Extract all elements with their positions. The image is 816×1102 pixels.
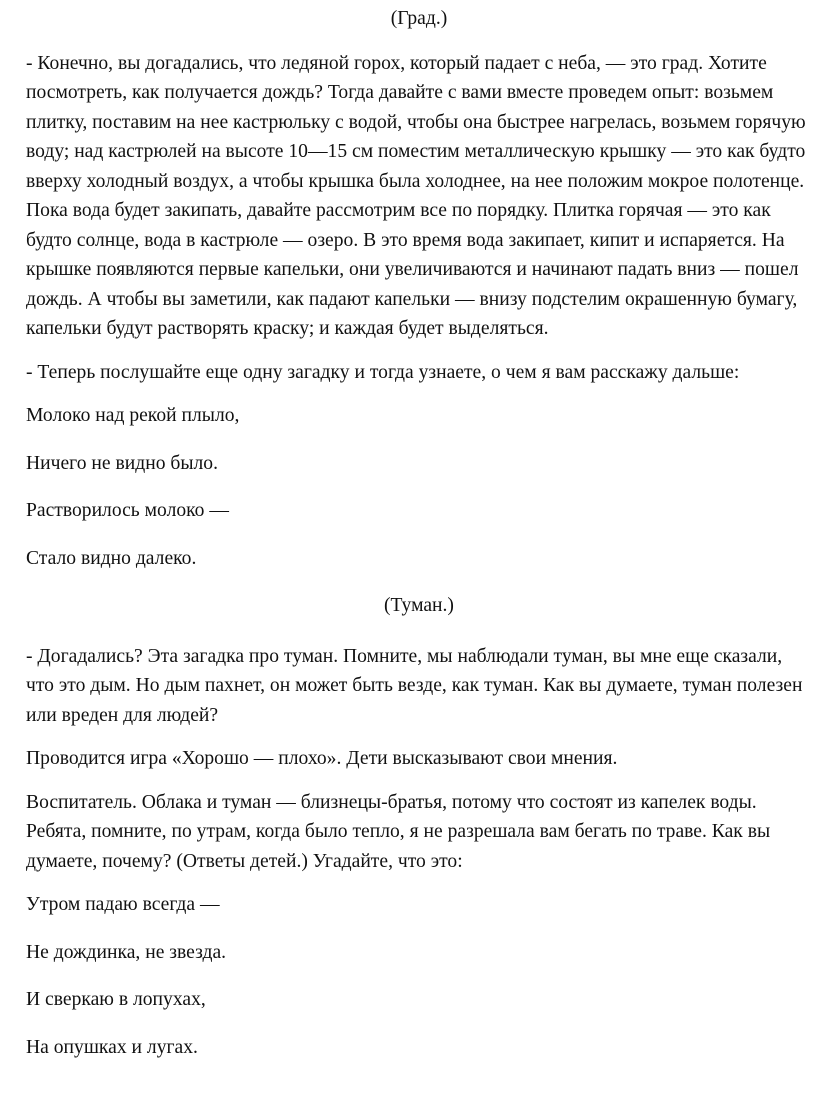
riddle-fog-line-2: Ничего не видно было. <box>26 452 219 474</box>
answer-hail: (Град.) <box>390 8 448 29</box>
riddle-dew-line-3: И сверкаю в лопухах, <box>26 989 206 1010</box>
paragraph-hail: - Конечно, вы догадались, что ледяной горох, который падает с неба, — это град. Хотите посмотреть, как получается дождь? Тогда давайте с вами вместе проведем опыт: возьмем плитку, поставим на нее кастрюльку с водой, чтобы она быстрее нагрелась, возьмем горячую воду; над кастрюлей на высоте 10—15 см поместим металлическую крышку — это как будто вверху холодный воздух, а чтобы крышка была холоднее, на нее положим мокрое полотенце. Пока вода будет закипать, давайте рассмотрим все по порядку. Плитка горячая — это как будто солнце, вода в кастрюле — озеро. В это время вода закипает, кипит и испаряется. На крышке появляются первые капельки, они увеличиваются и начинают падать вниз — пошел дождь. А чтобы вы заметили, как падают капельки — внизу подстелим окрашенную бумагу, капельки будут растворять краску; и каждая будет выделяться. <box>26 52 806 339</box>
paragraph-next-riddle: - Теперь послушайте еще одну загадку и тогда узнаете, о чем я вам расскажу дальше: <box>26 361 740 383</box>
document-page <box>26 0 812 1080</box>
paragraph-fog: - Догадались? Эта загадка про туман. Помните, мы наблюдали туман, вы мне еще сказали, что это дым. Но дым пахнет, он может быть везде, как туман. Как вы думаете, туман полезен или вреден для людей? <box>26 645 803 726</box>
riddle-fog-line-3: Растворилось молоко — <box>26 500 229 521</box>
paragraph-teacher: Воспитатель. Облака и туман — близнецы-братья, потому что состоят из капелек воды. Ребята, помните, по утрам, когда было тепло, я не разрешала вам бегать по траве. Как вы думаете, почему? (Ответы детей.) Угадайте, что это: <box>26 791 771 872</box>
riddle-fog-line-4: Стало видно далеко. <box>26 547 197 569</box>
riddle-dew-line-4: На опушках и лугах. <box>26 1036 198 1058</box>
riddle-fog-line-1: Молоко над рекой плыло, <box>26 405 240 426</box>
riddle-dew-line-1: Утром падаю всегда — <box>26 894 220 915</box>
answer-fog: (Туман.) <box>384 595 454 616</box>
riddle-dew-line-2: Не дождинка, не звезда. <box>26 941 227 963</box>
paragraph-game: Проводится игра «Хорошо — плохо». Дети высказывают свои мнения. <box>26 748 618 769</box>
